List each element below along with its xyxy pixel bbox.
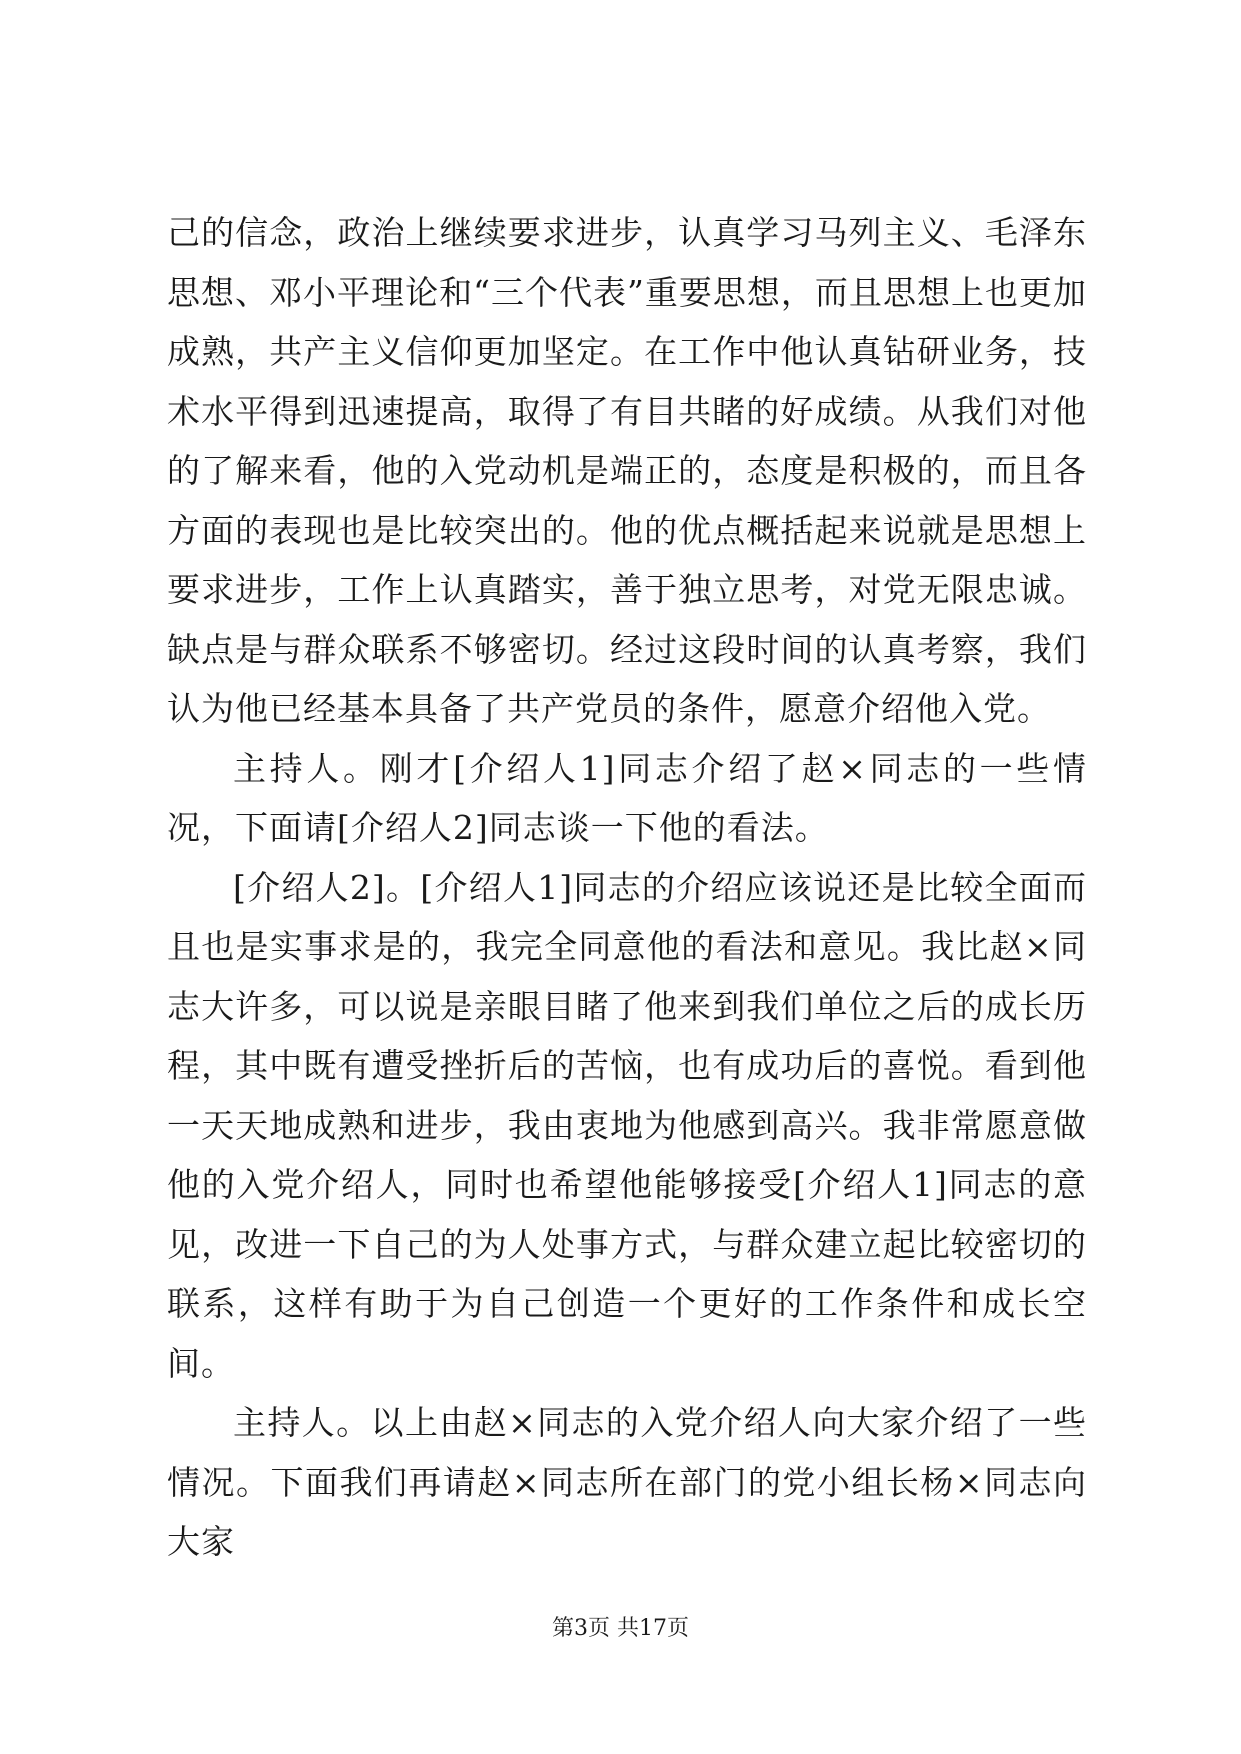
paragraph-1: 己的信念，政治上继续要求进步，认真学习马列主义、毛泽东思想、邓小平理论和“三个代表”重要思想，而且思想上也更加成熟，共产主义信仰更加坚定。在工作中他认真钻研业务，技术水平得到迅速提高，取得了有目共睹的好成绩。从我们对他的了解来看，他的入党动机是端正的，态度是积极的，而且各方面的表现也是比较突出的。他的优点概括起来说就是思想上要求进步，工作上认真踏实，善于独立思考，对党无限忠诚。缺点是与群众联系不够密切。经过这段时间的认真考察，我们认为他已经基本具备了共产党员的条件，愿意介绍他入党。 [167, 213, 1087, 728]
page-number: 第3页 共17页 [552, 1616, 689, 1641]
paragraph-3: [介绍人2]。[介绍人1]同志的介绍应该说还是比较全面而且也是实事求是的，我完全同意他的看法和意见。我比赵×同志大许多，可以说是亲眼目睹了他来到我们单位之后的成长历程，其中既有遭受挫折后的苦恼，也有成功后的喜悦。看到他一天天地成熟和进步，我由衷地为他感到高兴。我非常愿意做他的入党介绍人，同时也希望他能够接受[介绍人1]同志的意见，改进一下自己的为人处事方式，与群众建立起比较密切的联系，这样有助于为自己创造一个更好的工作条件和成长空间。 [167, 867, 1087, 1383]
document-body [167, 203, 1087, 1572]
page-footer [0, 1611, 1241, 1642]
paragraph-2: 主持人。刚才[介绍人1]同志介绍了赵×同志的一些情况，下面请[介绍人2]同志谈一下他的看法。 [167, 748, 1087, 847]
paragraph-4: 主持人。以上由赵×同志的入党介绍人向大家介绍了一些情况。下面我们再请赵×同志所在部门的党小组长杨×同志向大家 [167, 1403, 1087, 1561]
